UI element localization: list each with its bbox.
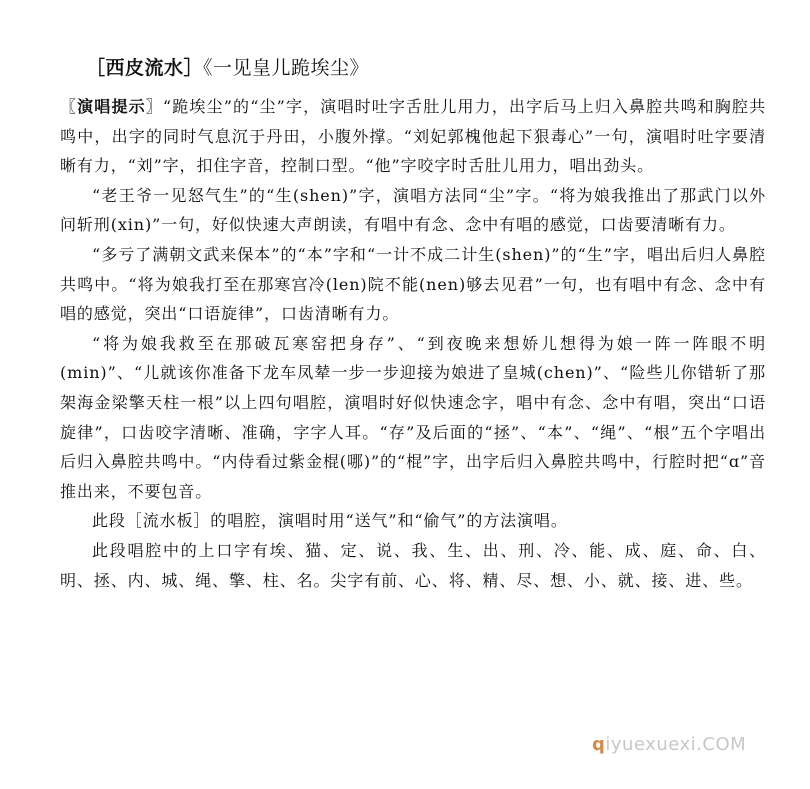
tips-open-bracket: 〖 — [60, 97, 78, 116]
paragraph-5: 此段［流水板］的唱腔，演唱时用“送气”和“偷气”的方法演唱。 — [92, 511, 568, 531]
paragraph-4: “将为娘我救至在那破瓦寒窑把身存”、“到夜晚来想娇儿想得为娘一阵一阵眼不明(min)”、“儿就该你准备下龙车凤辇一步一步迎接为娘进了皇城(chen)”、“险些儿你错斩了那架海金梁擎天柱一根”以上四句唱腔，演唱时好似快速念字，唱中有念、念中有唱，突出“口语旋律”，口齿咬字清晰、准确，字字人耳。“存”及后面的“拯”、“本”、“绳”、“根”五个字唱出后归入鼻腔共鸣中。“内侍看过紫金棍(哪)”的“棍”字，出字后归入鼻腔共鸣中，行腔时把“ɑ”音推出来，不要包音。 — [60, 333, 766, 501]
watermark-domain: iyuexuexi.COM — [605, 734, 747, 755]
watermark-logo-letter: q — [592, 734, 606, 755]
tips-label: 演唱提示 — [77, 97, 146, 116]
paragraph-3: “多亏了满朝文武来保本”的“本”字和“一计不成二计生(shen)”的“生”字，唱出后归人鼻腔共鸣中。“将为娘我打至在那寒宫冷(len)院不能(nen)够去见君”一句，也有唱中有念、念中有唱的感觉，突出“口语旋律”，口齿清晰有力。 — [60, 244, 766, 324]
paragraph-1-text: “跪埃尘”的“尘”字，演唱时吐字舌肚儿用力，出字后马上归入鼻腔共鸣和胸腔共鸣中，出字的同时气息沉于丹田，小腹外撑。“刘妃郭槐他起下狠毒心”一句，演唱时吐字要清晰有力，“刘”字，扣住字音，控制口型。“他”字咬字时舌肚儿用力，唱出劲头。 — [60, 97, 766, 176]
paragraph-1 — [60, 92, 766, 181]
tips-close-bracket: 〗 — [145, 97, 163, 116]
paragraph-2: “老王爷一见怒气生”的“生(shen)”字，演唱方法同“尘”字。“将为娘我推出了那武门以外问斩刑(xin)”一句，好似快速大声朗读，有唱中有念、念中有唱的感觉，口齿要清晰有力。 — [60, 185, 766, 235]
section-title — [86, 54, 369, 82]
aria-type-label: ［西皮流水］ — [86, 57, 204, 79]
aria-name: 《一见皇儿跪埃尘》 — [203, 57, 370, 79]
paragraph-6: 此段唱腔中的上口字有埃、猫、定、说、我、生、出、刑、冷、能、成、庭、命、白、明、拯、内、城、绳、擎、柱、名。尖字有前、心、将、精、尽、想、小、就、接、进、些。 — [60, 540, 766, 590]
body-text — [60, 92, 766, 595]
site-watermark — [592, 734, 746, 756]
